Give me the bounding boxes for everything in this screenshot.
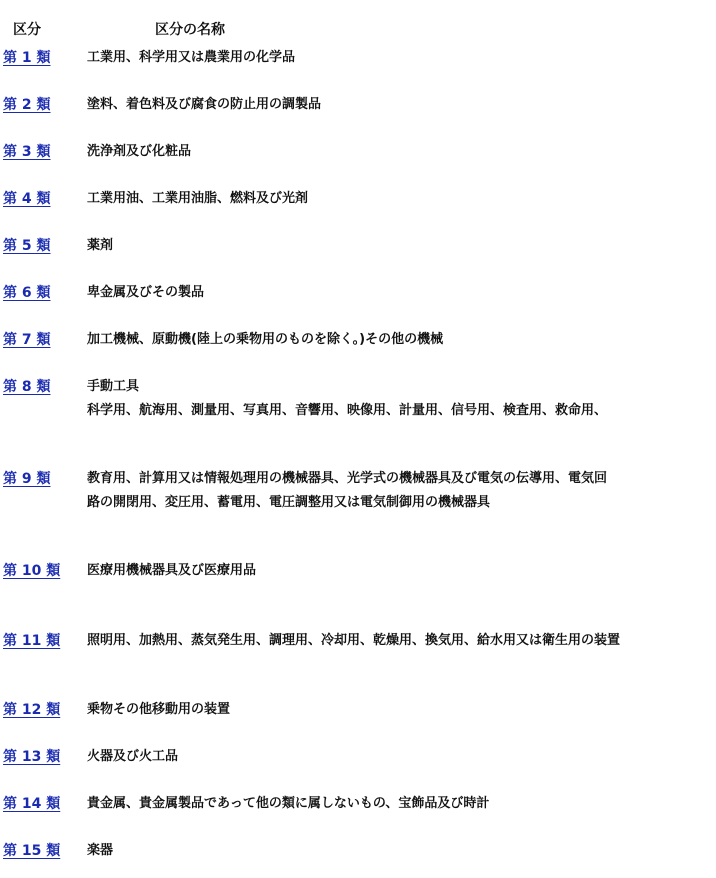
class-description-line: 工業用、科学用又は農業用の化学品 bbox=[87, 50, 296, 65]
class-description-3 bbox=[87, 140, 711, 164]
class-description-line: 照明用、加熱用、蒸気発生用、調理用、冷却用、乾燥用、換気用、給水用又は衛生用の装置 bbox=[87, 633, 621, 648]
class-description-line: 工業用油、工業用油脂、燃料及び光剤 bbox=[87, 191, 309, 206]
class-description-line: 塗料、着色料及び腐食の防止用の調製品 bbox=[87, 97, 322, 112]
class-link-6[interactable]: 第 6 類 bbox=[3, 285, 51, 301]
class-description-4 bbox=[87, 187, 711, 211]
class-link-9[interactable]: 第 9 類 bbox=[3, 471, 51, 487]
class-description-12 bbox=[87, 698, 711, 722]
class-link-14[interactable]: 第 14 類 bbox=[3, 796, 61, 812]
class-description-line: 貴金属、貴金属製品であって他の類に属しないもの、宝飾品及び時計 bbox=[87, 796, 490, 811]
class-description-line: 乗物その他移動用の装置 bbox=[87, 702, 231, 717]
class-description-8 bbox=[87, 375, 711, 423]
class-description-line: 薬剤 bbox=[87, 238, 114, 253]
class-description-line: 楽器 bbox=[87, 843, 114, 858]
class-description-7 bbox=[87, 328, 711, 352]
class-link-13[interactable]: 第 13 類 bbox=[3, 749, 61, 765]
class-description-line: 科学用、航海用、測量用、写真用、音響用、映像用、計量用、信号用、検査用、救命用、 bbox=[87, 403, 608, 418]
class-description-line: 医療用機械器具及び医療用品 bbox=[87, 563, 257, 578]
class-description-10 bbox=[87, 559, 711, 583]
class-description-1 bbox=[87, 46, 711, 70]
class-description-11 bbox=[87, 629, 711, 653]
column-header-kubun-name: 区分の名称 bbox=[155, 22, 225, 38]
class-link-1[interactable]: 第 1 類 bbox=[3, 50, 51, 66]
class-description-13 bbox=[87, 745, 711, 769]
class-description-6 bbox=[87, 281, 711, 305]
class-link-11[interactable]: 第 11 類 bbox=[3, 633, 61, 649]
class-link-15[interactable]: 第 15 類 bbox=[3, 843, 61, 859]
class-description-5 bbox=[87, 234, 711, 258]
class-description-9 bbox=[87, 467, 711, 515]
class-description-line: 洗浄剤及び化粧品 bbox=[87, 144, 192, 159]
class-link-2[interactable]: 第 2 類 bbox=[3, 97, 51, 113]
class-link-3[interactable]: 第 3 類 bbox=[3, 144, 51, 160]
class-link-8[interactable]: 第 8 類 bbox=[3, 379, 51, 395]
class-description-14 bbox=[87, 792, 711, 816]
class-link-10[interactable]: 第 10 類 bbox=[3, 563, 61, 579]
class-description-line: 手動工具 bbox=[87, 379, 140, 394]
class-description-line: 加工機械、原動機(陸上の乗物用のものを除く。)その他の機械 bbox=[87, 332, 444, 347]
class-link-12[interactable]: 第 12 類 bbox=[3, 702, 61, 718]
class-link-4[interactable]: 第 4 類 bbox=[3, 191, 51, 207]
class-description-2 bbox=[87, 93, 711, 117]
column-header-kubun: 区分 bbox=[13, 22, 41, 38]
class-description-15 bbox=[87, 839, 711, 863]
class-description-line: 卑金属及びその製品 bbox=[87, 285, 205, 300]
class-link-7[interactable]: 第 7 類 bbox=[3, 332, 51, 348]
class-description-line: 教育用、計算用又は情報処理用の機械器具、光学式の機械器具及び電気の伝導用、電気回 bbox=[87, 471, 608, 486]
class-link-5[interactable]: 第 5 類 bbox=[3, 238, 51, 254]
class-description-line: 火器及び火工品 bbox=[87, 749, 179, 764]
class-description-line: 路の開閉用、変圧用、蓄電用、電圧調整用又は電気制御用の機械器具 bbox=[87, 495, 491, 510]
